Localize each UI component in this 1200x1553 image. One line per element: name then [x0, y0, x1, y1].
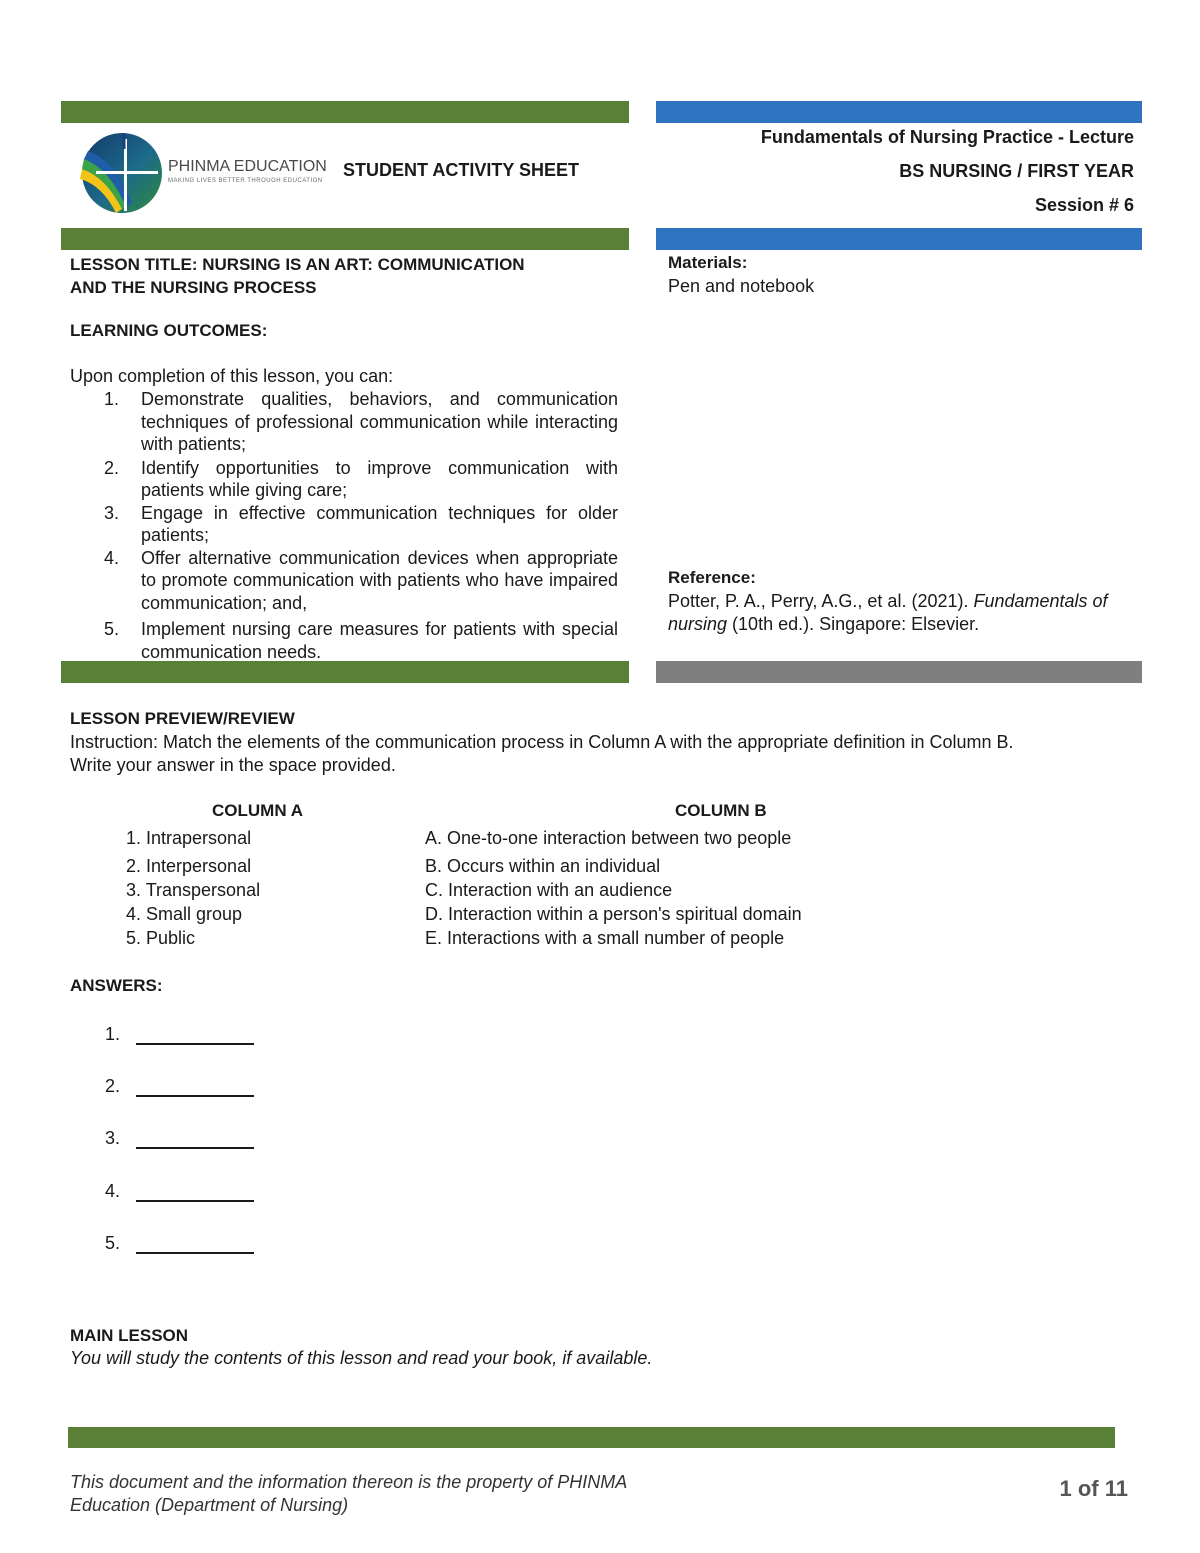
- column-b-item: C. Interaction with an audience: [425, 880, 673, 900]
- answer-blank-2[interactable]: [136, 1077, 254, 1097]
- column-a-item: 1. Intrapersonal: [126, 828, 252, 848]
- column-a-item: 4. Small group: [126, 904, 243, 924]
- column-a-item: 5. Public: [126, 928, 196, 948]
- column-a-item: 3. Transpersonal: [126, 880, 261, 900]
- reference-text: Potter, P. A., Perry, A.G., et al. (2021). Fundamentals of nursing (10th ed.). Singapore: Elsevier.: [668, 591, 1108, 634]
- outcomes-intro: Upon completion of this lesson, you can:: [70, 366, 394, 386]
- column-b-item: A. One-to-one interaction between two people: [425, 828, 792, 848]
- outcome-item: 2. Identify opportunities to improve communication with patients while giving care;: [104, 457, 618, 500]
- main-lesson-heading: MAIN LESSON: [70, 1326, 189, 1345]
- session-number: Session # 6: [1034, 195, 1134, 215]
- lesson-title: [70, 253, 525, 299]
- outcome-item: 5. Implement nursing care measures for patients with special communication needs.: [104, 619, 618, 662]
- preview-instruction: Instruction: Match the elements of the communication process in Column A with the appropriate definition in Column B. Write your answer in the space provided.: [70, 732, 1014, 775]
- answer-blank-3[interactable]: [136, 1129, 254, 1149]
- program-year: BS NURSING / FIRST YEAR: [899, 161, 1134, 181]
- header-bar-right: [656, 101, 1142, 123]
- outcome-item: 3. Engage in effective communication techniques for older patients;: [104, 502, 618, 545]
- main-lesson-text: You will study the contents of this lesson and read your book, if available.: [70, 1348, 653, 1368]
- answers-heading: ANSWERS:: [70, 976, 163, 995]
- column-b-item: D. Interaction within a person's spiritual domain: [425, 904, 802, 924]
- footer-note: This document and the information thereon is the property of PHINMA Education (Department of Nursing): [70, 1472, 628, 1515]
- section-bar-left: [61, 228, 629, 250]
- answer-row: 4.: [105, 1181, 254, 1202]
- section-bar-left-bottom: [61, 661, 629, 683]
- page-number: 1 of 11: [1059, 1476, 1128, 1501]
- sheet-title: STUDENT ACTIVITY SHEET: [343, 160, 580, 180]
- outcome-item: 1. Demonstrate qualities, behaviors, and communication techniques of professional communication while interacting with patients;: [104, 389, 618, 454]
- materials-text: Pen and notebook: [668, 276, 815, 296]
- answer-row: 1.: [105, 1024, 254, 1045]
- logo-tagline: MAKING LIVES BETTER THROUGH EDUCATION: [168, 178, 323, 184]
- column-b-heading: COLUMN B: [675, 801, 767, 820]
- lesson-title-line1: LESSON TITLE: NURSING IS AN ART: COMMUNICATION: [70, 255, 525, 274]
- logo-name: PHINMA EDUCATION: [168, 158, 327, 175]
- outcome-item: 4. Offer alternative communication devices when appropriate to promote communication with patients who have impaired communication; and,: [104, 547, 618, 613]
- answer-row: 3.: [105, 1128, 254, 1149]
- footer-bar: [68, 1427, 1115, 1448]
- course-title: Fundamentals of Nursing Practice - Lecture: [760, 127, 1134, 147]
- column-b-item: E. Interactions with a small number of people: [425, 928, 785, 948]
- materials-heading: Materials:: [668, 253, 748, 272]
- answer-blank-4[interactable]: [136, 1182, 254, 1202]
- reference-heading: Reference:: [668, 568, 756, 587]
- column-b-item: B. Occurs within an individual: [425, 856, 661, 876]
- section-bar-right-bottom: [656, 661, 1142, 683]
- column-a-heading: COLUMN A: [212, 801, 303, 820]
- header-bar-left: [61, 101, 629, 123]
- answer-blank-1[interactable]: [136, 1025, 254, 1045]
- outcomes-heading: LEARNING OUTCOMES:: [70, 321, 268, 340]
- lesson-title-line2: AND THE NURSING PROCESS: [70, 278, 317, 297]
- answer-row: 5.: [105, 1233, 254, 1254]
- outcomes-list: [70, 388, 618, 663]
- preview-heading: LESSON PREVIEW/REVIEW: [70, 709, 295, 728]
- answer-row: 2.: [105, 1076, 254, 1097]
- phinma-logo-icon: [76, 129, 166, 219]
- column-a-item: 2. Interpersonal: [126, 856, 252, 876]
- section-bar-right: [656, 228, 1142, 250]
- answer-blank-5[interactable]: [136, 1234, 254, 1254]
